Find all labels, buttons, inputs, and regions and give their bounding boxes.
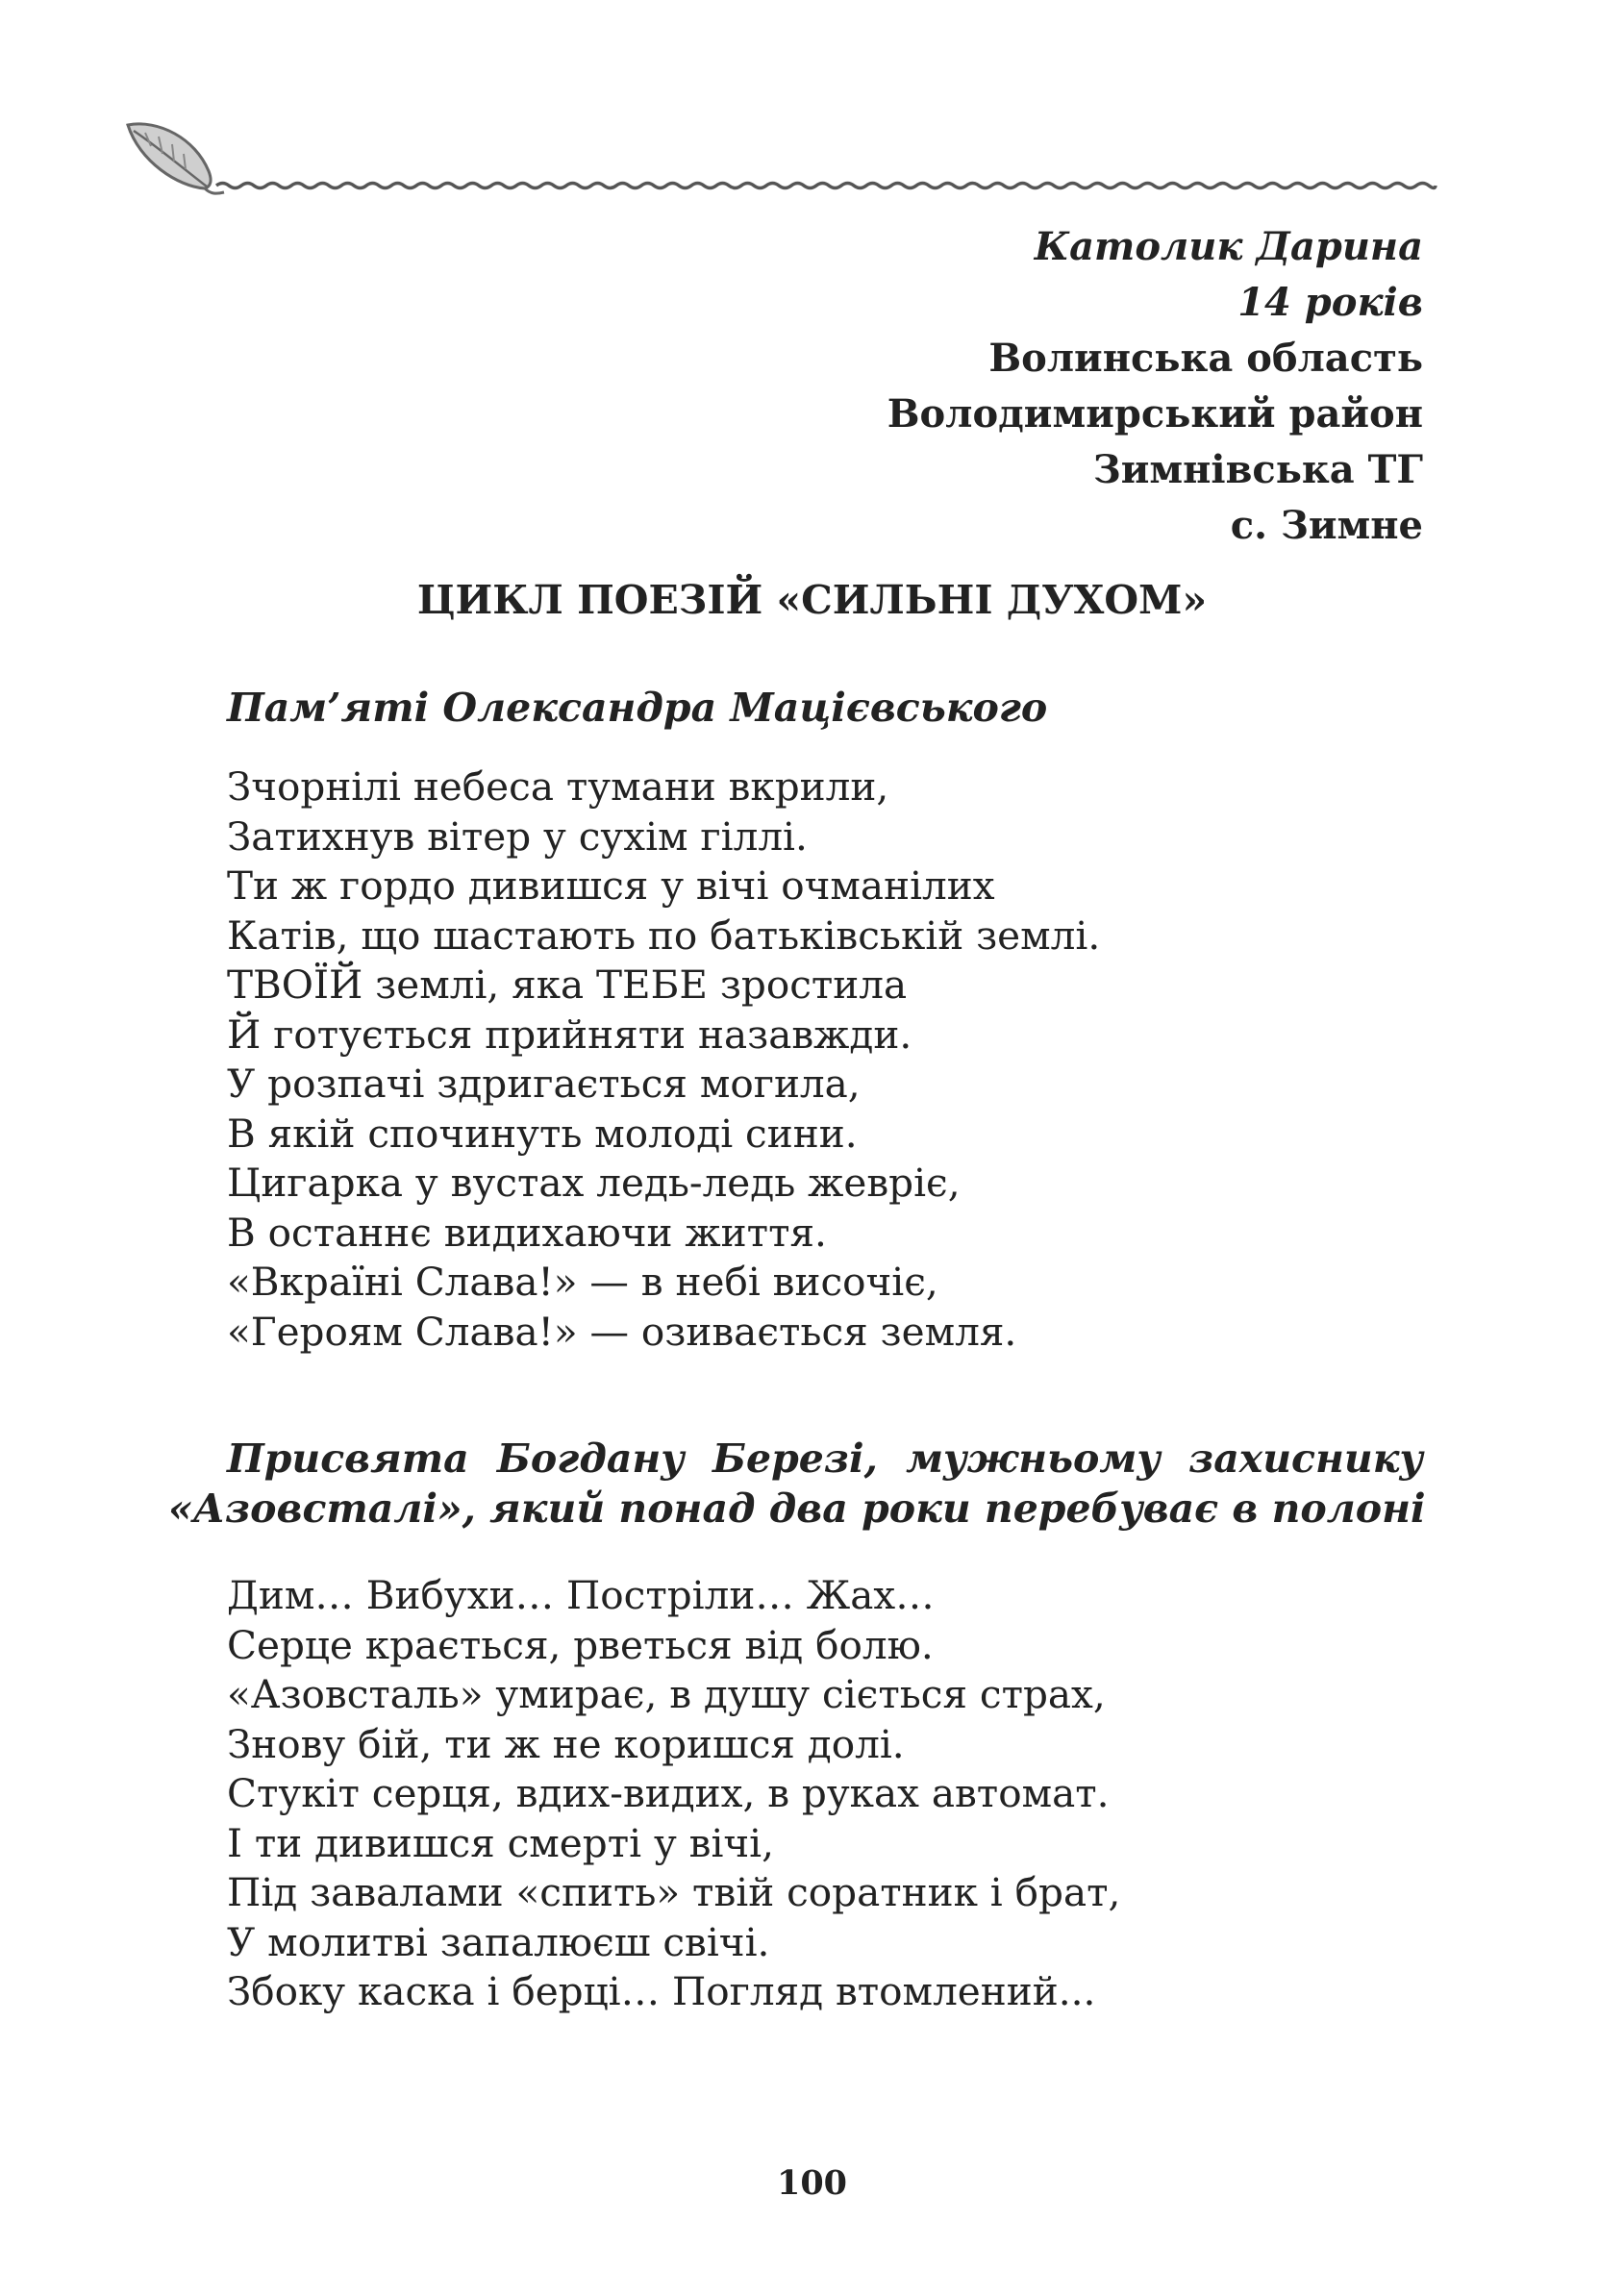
feather-quill-icon [128, 124, 224, 193]
poem-line: У молитві запалюєш свічі. [227, 1918, 770, 1965]
poem-line: «Вкраїні Слава!» — в небі височіє, [227, 1259, 938, 1305]
poem-line: Серце крається, рветься від болю. [227, 1621, 934, 1668]
author-community: Зимнівська ТГ [1092, 447, 1423, 492]
poem-line: Катів, що шастають по батьківській землі. [227, 911, 1101, 959]
author-district: Володимирський район [887, 391, 1423, 437]
poem-line: У розпачі здригається могила, [227, 1061, 861, 1107]
poem-line: Й готується прийняти назавжди. [227, 1011, 912, 1058]
author-info [887, 219, 1423, 554]
poem-line: Знову бій, ти ж не коришся долі. [227, 1720, 905, 1767]
author-name: Католик Дарина [1034, 224, 1423, 269]
poem-1-text [227, 762, 1100, 1357]
poem-line: ТВОЇЙ землі, яка ТЕБЕ зростила [227, 961, 908, 1008]
feather-wave-divider [120, 113, 1437, 210]
page-number: 100 [776, 2163, 848, 2203]
author-village: с. Зимне [1230, 503, 1423, 548]
cycle-title: ЦИКЛ ПОЕЗІЙ «СИЛЬНІ ДУХОМ» [416, 577, 1208, 623]
poem-line: Збоку каска і берці… Погляд втомлений... [227, 1968, 1096, 2014]
poem-line: «Азовсталь» умирає, в душу сіється страх, [227, 1671, 1106, 1717]
wavy-rule [216, 184, 1436, 188]
author-region: Волинська область [988, 336, 1423, 381]
poem-line: Ти ж гордо дивишся у вічі очманілих [227, 862, 995, 909]
poem-2-heading [168, 1434, 1426, 1534]
poem-line: В останнє видихаючи життя. [227, 1209, 827, 1256]
poem-2-text [227, 1571, 1120, 2017]
poem-line: Затихнув вітер у сухім гіллі. [227, 812, 808, 860]
poem-line: Дим… Вибухи… Постріли… Жах… [227, 1572, 935, 1618]
poem-line: Цигарка у вустах ледь-ледь жевріє, [227, 1160, 961, 1206]
poem-line: І ти дивишся смерті у вічі, [227, 1819, 774, 1866]
poem-2-heading-line-1: Присвята Богдану Березі, мужньому захиснику [227, 1436, 1423, 1482]
poem-line: Зчорнілі небеса тумани вкрили, [227, 763, 889, 810]
poem-line: В якій спочинуть молоді сини. [227, 1110, 858, 1157]
poem-2-heading-line-2: «Азовсталі», який понад два роки перебуває в полоні [168, 1486, 1426, 1532]
poem-line: Під завалами «спить» твій соратник і брат, [227, 1869, 1121, 1915]
poem-line: «Героям Слава!» — озивається земля. [227, 1308, 1017, 1355]
poem-1-heading: Пам’яті Олександра Мацієвського [227, 685, 1048, 731]
author-age: 14 років [1237, 280, 1423, 325]
poem-line: Стукіт серця, вдих-видих, в руках автомат. [227, 1770, 1110, 1816]
